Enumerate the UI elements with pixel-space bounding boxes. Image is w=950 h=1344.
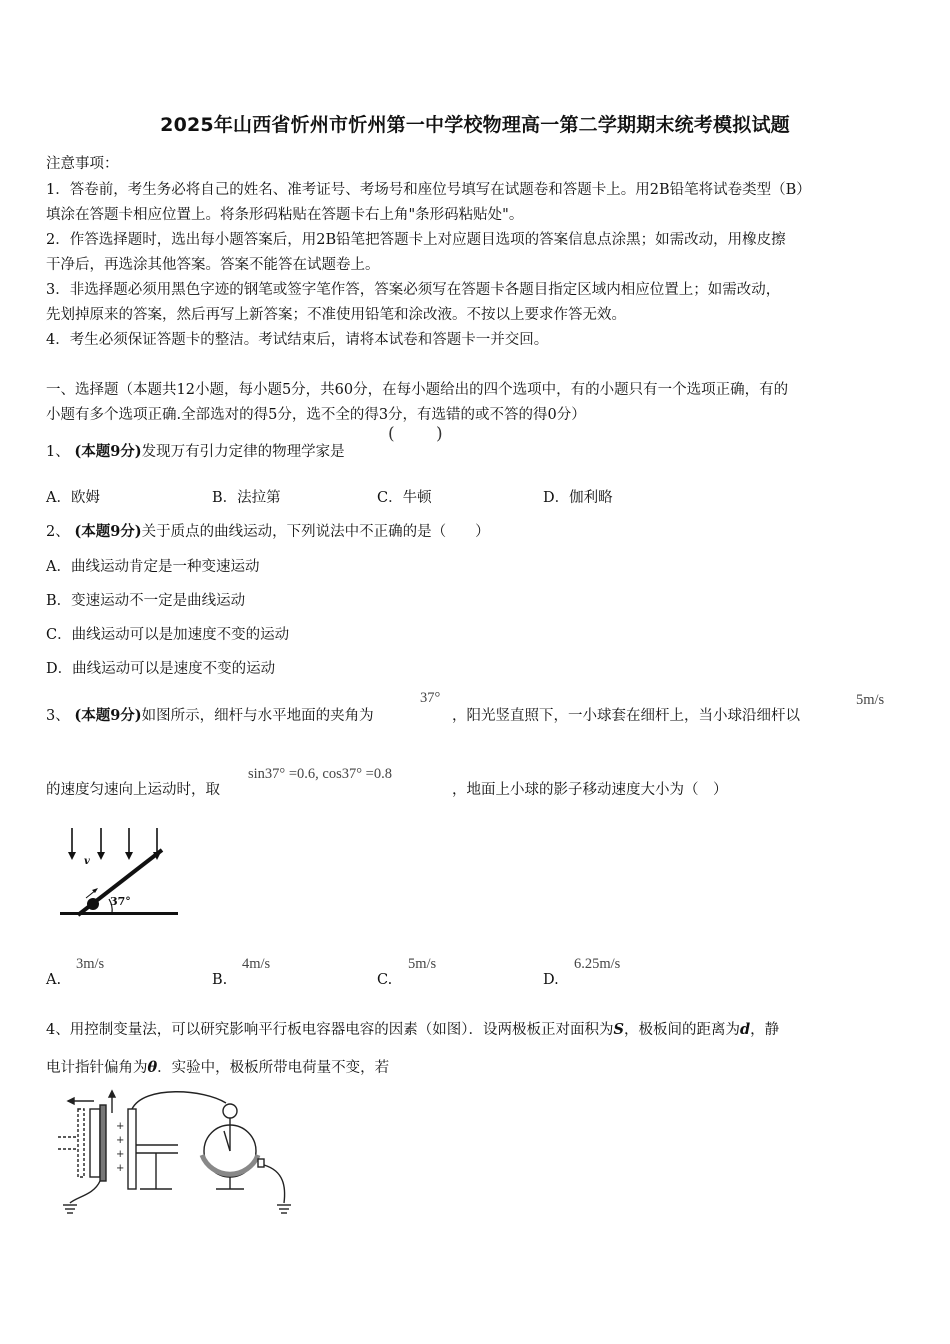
option-b-letter: B. bbox=[212, 972, 228, 988]
option-d: D．伽利略 bbox=[543, 490, 613, 506]
option-b-value: 4m/s bbox=[242, 956, 271, 972]
question-text: ，地面上小球的影子移动速度大小为（ ） bbox=[452, 782, 728, 798]
notice-line: 先划掉原来的答案，然后再写上新答案；不准使用铅笔和涂改液。不按以上要求作答无效。 bbox=[46, 307, 626, 323]
question-text: ，阳光竖直照下，一小球套在细杆上，当小球沿细杆以 bbox=[452, 708, 800, 724]
symbol-theta: θ bbox=[147, 1059, 158, 1076]
question-4-stem-cont bbox=[46, 1056, 389, 1077]
option-c: C．牛顿 bbox=[377, 490, 432, 506]
option-c-value: 5m/s bbox=[408, 956, 437, 972]
svg-text:+: + bbox=[116, 1121, 125, 1132]
question-text: ，极板间的距离为 bbox=[623, 1022, 740, 1038]
question-3-stem bbox=[46, 704, 374, 725]
question-score: (本题9分) bbox=[74, 523, 142, 540]
answer-paren-open: ( bbox=[388, 424, 395, 444]
option-a-value: 3m/s bbox=[76, 956, 105, 972]
question-score: (本题9分) bbox=[74, 443, 142, 460]
notice-heading: 注意事项： bbox=[46, 156, 119, 172]
svg-text:+: + bbox=[116, 1135, 125, 1146]
speed-value: 5m/s bbox=[856, 692, 885, 708]
question-1-stem bbox=[46, 440, 345, 461]
question-text: ，静 bbox=[750, 1022, 780, 1038]
question-2-stem bbox=[46, 520, 490, 541]
symbol-s: S bbox=[613, 1021, 624, 1038]
question-number: 1、 bbox=[46, 444, 70, 460]
section-heading-cont: 小题有多个选项正确.全部选对的得5分，选不全的得3分，有选错的或不答的得0分） bbox=[46, 407, 586, 423]
option-d-letter: D. bbox=[543, 972, 559, 988]
question-score: (本题9分) bbox=[74, 707, 142, 724]
angle-value: 37° bbox=[420, 690, 441, 706]
option-b: B．法拉第 bbox=[212, 490, 281, 506]
option-a: A．曲线运动肯定是一种变速运动 bbox=[46, 559, 260, 575]
capacitor-figure bbox=[54, 1085, 300, 1221]
notice-line: 3．非选择题必须用黑色字迹的钢笔或签字笔作答，答案必须写在答题卡各题目指定区域内相应位置上；如需改动， bbox=[46, 282, 781, 298]
question-number: 2、 bbox=[46, 524, 70, 540]
symbol-d: d bbox=[739, 1021, 751, 1038]
question-3-stem-cont: 的速度匀速向上运动时，取 bbox=[46, 782, 220, 798]
question-number: 4、 bbox=[46, 1022, 70, 1038]
trig-values: sin37° =0.6, cos37° =0.8 bbox=[248, 766, 392, 782]
question-text: 如图所示，细杆与水平地面的夹角为 bbox=[141, 708, 374, 724]
option-a: A．欧姆 bbox=[46, 490, 100, 506]
question-text: 关于质点的曲线运动，下列说法中不正确的是（ ） bbox=[141, 524, 490, 540]
option-d: D．曲线运动可以是速度不变的运动 bbox=[46, 661, 276, 677]
question-text: 用控制变量法，可以研究影响平行板电容器电容的因素（如图）．设两极板正对面积为 bbox=[69, 1022, 614, 1038]
svg-text:+: + bbox=[116, 1163, 125, 1174]
question-text: ．实验中，极板所带电荷量不变，若 bbox=[157, 1060, 390, 1076]
notice-line: 干净后，再选涂其他答案。答案不能答在试题卷上。 bbox=[46, 257, 380, 273]
velocity-label: v bbox=[84, 856, 90, 867]
page-title: 2025年山西省忻州市忻州第一中学校物理高一第二学期期末统考模拟试题 bbox=[160, 114, 790, 136]
question-text: 发现万有引力定律的物理学家是 bbox=[141, 444, 345, 460]
question-4-stem bbox=[46, 1018, 779, 1039]
option-b: B．变速运动不一定是曲线运动 bbox=[46, 593, 246, 609]
notice-line: 4．考生必须保证答题卡的整洁。考试结束后，请将本试卷和答题卡一并交回。 bbox=[46, 332, 549, 348]
svg-text:+: + bbox=[116, 1149, 125, 1160]
section-heading: 一、选择题（本题共12小题，每小题5分，共60分，在每小题给出的四个选项中，有的小题只有一个选项正确，有的 bbox=[46, 382, 789, 398]
notice-line: 填涂在答题卡相应位置上。将条形码粘贴在答题卡右上角"条形码粘贴处"。 bbox=[46, 207, 524, 223]
option-c: C．曲线运动可以是加速度不变的运动 bbox=[46, 627, 290, 643]
option-a-letter: A. bbox=[46, 972, 62, 988]
option-c-letter: C. bbox=[377, 972, 393, 988]
notice-line: 1．答卷前，考生务必将自己的姓名、准考证号、考场号和座位号填写在试题卷和答题卡上。用2B铅笔将试卷类型（B） bbox=[46, 182, 811, 198]
rod-figure bbox=[56, 822, 184, 926]
figure-angle-label: 37° bbox=[110, 895, 131, 908]
answer-paren-close: ) bbox=[436, 424, 443, 444]
option-d-value: 6.25m/s bbox=[574, 956, 621, 972]
question-number: 3、 bbox=[46, 708, 70, 724]
notice-line: 2．作答选择题时，选出每小题答案后，用2B铅笔把答题卡上对应题目选项的答案信息点涂黑；如需改动，用橡皮擦 bbox=[46, 232, 786, 248]
question-text: 电计指针偏角为 bbox=[46, 1060, 148, 1076]
